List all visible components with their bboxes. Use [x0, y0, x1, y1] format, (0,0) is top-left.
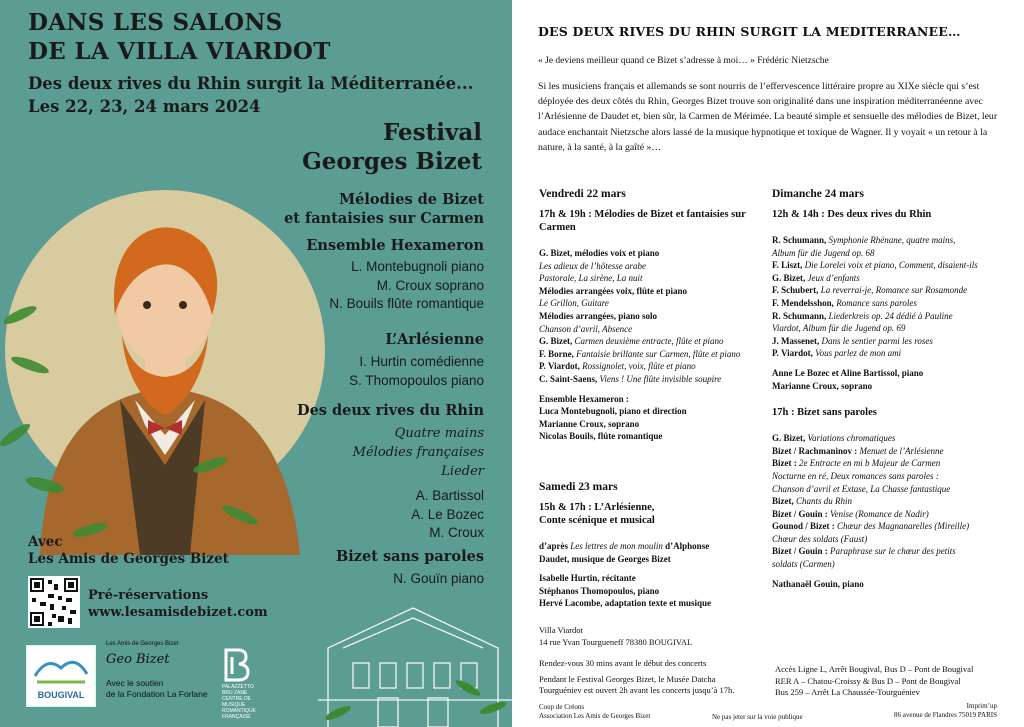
- printer-credit: Imprim’up 86 avenue de Flandres 75019 PARIS: [894, 702, 997, 719]
- sunday-program: Dimanche 24 mars 12h & 14h : Des deux rives du Rhin R. Schumann, Symphonie Rhénane, quatre mains, Album für die Jugend op. 68 F. Liszt, Die Lorelei voix et piano, Comment, disaient-ils G. Bizet, Jeux d’enfants F. Schubert, La reverrai-je, Romance sur Rosamonde F. Mendelsshon, Romance sans paroles R. Schumann, Liederkreis op. 24 dédié à Pauline Viardot, Album für die Jugend op. 69 J. Massenet, Dans le sentier parmi les roses P. Viardot, Vous parlez de mon ami Anne Le Bozec et Aline Bartissol, piano Marianne Croux, soprano 17h : Bizet sans paroles G. Bizet, Variations chromatiques Bizet / Rachmaninov : Menuet de l’Arlésienne Bizet : 2e Entracte en mi b Majeur de Carmen Nocturne en ré, Deux romances sans paroles : Chanson d’avril et Extase, La Chasse fantastique Bizet, Chants du Rhin Bizet / Gouin : Venise (Romance de Nadir) Gounod / Bizet : Chœur des Magnanarelles (Mireille) Chœur des soldats (Faust) Bizet / Gouin : Paraphrase sur le chœur des petits soldats (Carmen) Nathanaël Gouin, piano: [772, 188, 978, 589]
- program-sans-paroles: Bizet sans paroles N. Gouïn piano: [335, 548, 484, 586]
- friday-program: Vendredi 22 mars 17h & 19h : Mélodies de Bizet et fantaisies sur Carmen G. Bizet, mélodies voix et piano Les adieux de l’hôtesse arabe Pastorale, La sirène, La nuit Mélodies arrangées voix, flûte et piano Le Grillon, Guitare Mélodies arrangées, piano solo Chanson d’avril, Absence G. Bizet, Carmen deuxième entracte, flûte et piano F. Borne, Fantaisie brillante sur Carmen, flûte et piano P. Viardot, Rossignolet, voix, flûte et piano C. Saint-Saens, Viens ! Une flûte invisible soupire Ensemble Hexameron : Luca Montebugnoli, piano et direction Marianne Croux, soprano Nicolas Bouils, flûte romantique: [539, 188, 746, 442]
- venue-address: Villa Viardot 14 rue Yvan Tourgueneff 78380 BOUGIVAL: [539, 625, 693, 647]
- intro-paragraph: Si les musiciens français et allemands se sont nourris de l’effervescence littéraire propre au XIXe siècle qui s’est déployée des deux côtés du Rhin, Georges Bizet trouve son originalité dans une inspiration méditerranéenne avec l’Arlésienne de Daudet et, bien sûr, la Carmen de Mérimée. La beauté simple et sensuelle des mélodies de Bizet, leur audace enchantait Nietzsche alors lassé de la musique hypnotique et toxique de Wagner. Il y voyait « un retour à la nature, à la santé, à la gaîté »…: [538, 81, 998, 153]
- reservation-info: Pré-réservations www.lesamisdebizet.com: [88, 588, 268, 620]
- nietzsche-quote: « Je deviens meilleur quand ce Bizet s’adresse à moi… » Frédéric Nietzsche: [538, 56, 829, 66]
- saturday-program: Samedi 23 mars 15h & 17h : L’Arlésienne, Conte scénique et musical d’après Les lettres de mon moulin d’Alphonse Daudet, musique de Georges Bizet Isabelle Hurtin, récitante Stéphanos Thomopoulos, piano Hervé Lacombe, adaptation texte et musique: [539, 481, 711, 609]
- bougival-logo: BOUGIVAL: [26, 645, 96, 707]
- program-melodies: Mélodies de Bizet et fantaisies sur Carmen Ensemble Hexameron L. Montebugnoli piano M. Croux soprano N. Bouils flûte romantique: [284, 191, 484, 311]
- poster-subtitle: Des deux rives du Rhin surgit la Méditerranée...: [28, 74, 474, 93]
- sponsor-credit: Les Amis de Georges Bizet Geo Bizet Avec le soutien de la Fondation La Forlane: [106, 640, 211, 720]
- villa-drawing: [318, 588, 512, 727]
- credits: Coup de Créons Association Les Amis de Georges Bizet: [539, 703, 651, 720]
- festival-name: Festival Georges Bizet: [302, 119, 482, 175]
- partner-credit: Avec Les Amis de Georges Bizet: [28, 534, 229, 567]
- program-arlesienne: L’Arlésienne I. Hurtin comédienne S. Thomopoulos piano: [349, 331, 484, 388]
- bru-zane-logo-mark: [222, 648, 252, 682]
- program-heading: DES DEUX RIVES DU RHIN SURGIT LA MEDITERRANEE…: [538, 24, 961, 39]
- website-link[interactable]: www.lesamisdebizet.com: [88, 605, 268, 620]
- right-panel: [512, 0, 1024, 727]
- bougival-logo-mark: [27, 646, 95, 686]
- no-litter-notice: Ne pas jeter sur la voie publique: [712, 713, 803, 721]
- signature-mark: Geo Bizet: [106, 652, 170, 667]
- poster-title: DANS LES SALONS DE LA VILLA VIARDOT: [28, 9, 331, 65]
- bru-zane-logo: PALAZZETTO BRU ZANE CENTRE DE MUSIQUE ROMANTIQUE FRANÇAISE: [222, 648, 260, 718]
- visit-info: Rendez-vous 30 mins avant le début des concerts Pendant le Festival Georges Bizet, le Musée Datcha Tourguéniev est ouvert 2h avant les concerts jusqu’à 17h.: [539, 658, 735, 695]
- program-deux-rives: Des deux rives du Rhin Quatre mains Mélodies françaises Lieder A. Bartissol A. Le Bozec M. Croux: [297, 402, 484, 540]
- access-info: Accès Ligne L, Arrêt Bougival, Bus D – Pont de Bougival RER A – Chatou-Croissy & Bus D – Pont de Bougival Bus 259 – Arrêt La Chaussée-Tourguéniev: [775, 664, 974, 697]
- qr-code-icon[interactable]: [28, 576, 80, 628]
- festival-dates: Les 22, 23, 24 mars 2024: [28, 97, 261, 116]
